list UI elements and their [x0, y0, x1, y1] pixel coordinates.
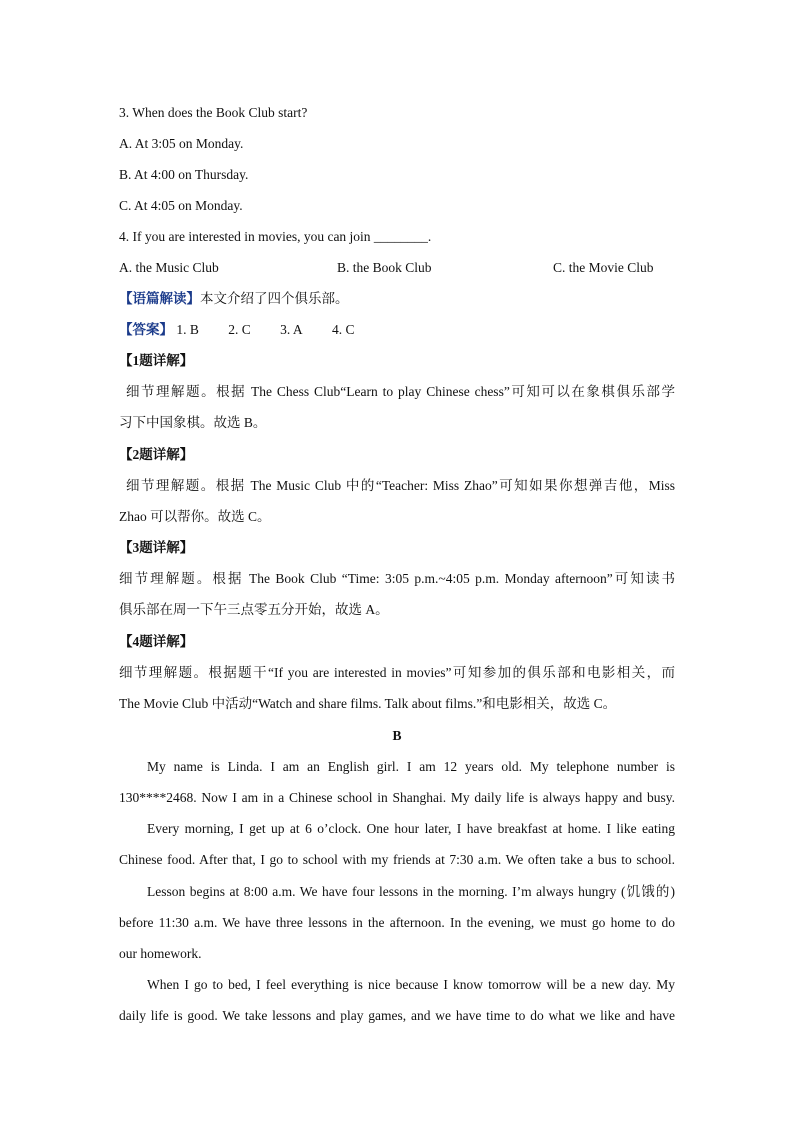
- answer-line: [119, 321, 675, 339]
- explanation-3-heading: 【3题详解】: [119, 540, 194, 555]
- question-4-stem: 4. If you are interested in movies, you can join ________.: [119, 229, 432, 244]
- explanation-3-line-2: 俱乐部在周一下午三点零五分开始，故选 A。: [119, 602, 389, 617]
- explanation-2-heading: 【2题详解】: [119, 447, 194, 462]
- passage-b-line: Chinese food. After that, I go to school with my friends at 7:30 a.m. We often take a bus to school.: [119, 852, 675, 867]
- question-3-option-c: C. At 4:05 on Monday.: [119, 198, 243, 213]
- reading-analysis-text: 本文介绍了四个俱乐部。: [200, 291, 349, 306]
- reading-analysis: [119, 290, 675, 308]
- explanation-2-line-1: 细节理解题。根据 The Music Club 中的“Teacher: Miss Zhao”可知如果你想弹吉他，Miss: [126, 478, 675, 493]
- answer-item: 1. B: [176, 322, 199, 337]
- answer-item: 3. A: [280, 322, 303, 337]
- passage-b-line: 130****2468. Now I am in a Chinese school in Shanghai. My daily life is always happy and busy.: [119, 790, 675, 805]
- passage-b-line: before 11:30 a.m. We have three lessons in the afternoon. In the evening, we must go home to do: [119, 915, 675, 930]
- passage-b-line: Lesson begins at 8:00 a.m. We have four lessons in the morning. I’m always hungry (饥饿的): [147, 884, 675, 899]
- explanation-4-line-2: The Movie Club 中活动“Watch and share films. Talk about films.”和电影相关，故选 C。: [119, 696, 617, 711]
- question-3-stem: 3. When does the Book Club start?: [119, 105, 308, 120]
- question-3-option-b: B. At 4:00 on Thursday.: [119, 167, 249, 182]
- question-3-option-a: A. At 3:05 on Monday.: [119, 136, 244, 151]
- passage-b-line: When I go to bed, I feel everything is nice because I know tomorrow will be a new day. My: [147, 977, 675, 992]
- explanation-2-line-2: Zhao 可以帮你。故选 C。: [119, 509, 271, 524]
- explanation-1-line-2: 习下中国象棋。故选 B。: [119, 415, 267, 430]
- explanation-1-heading: 【1题详解】: [119, 353, 194, 368]
- answer-item: 4. C: [332, 322, 355, 337]
- answer-label: 【答案】: [119, 322, 173, 337]
- explanation-3-line-1: 细节理解题。根据 The Book Club “Time: 3:05 p.m.~4:05 p.m. Monday afternoon”可知读书: [119, 571, 675, 586]
- passage-b-line: our homework.: [119, 946, 202, 961]
- explanation-4-heading: 【4题详解】: [119, 634, 194, 649]
- passage-b-line: daily life is good. We take lessons and play games, and we have time to do what we like and have: [119, 1008, 675, 1023]
- passage-b-line: My name is Linda. I am an English girl. I am 12 years old. My telephone number is: [147, 759, 675, 774]
- question-4-option-c: C. the Movie Club: [553, 260, 654, 275]
- passage-b-title: B: [392, 728, 402, 743]
- answer-item: 2. C: [228, 322, 251, 337]
- question-4-option-a: A. the Music Club: [119, 260, 219, 275]
- explanation-4-line-1: 细节理解题。根据题干“If you are interested in movies”可知参加的俱乐部和电影相关，而: [119, 665, 675, 680]
- passage-b-line: Every morning, I get up at 6 o’clock. One hour later, I have breakfast at home. I like eating: [147, 821, 675, 836]
- explanation-1-line-1: 细节理解题。根据 The Chess Club“Learn to play Chinese chess”可知可以在象棋俱乐部学: [126, 384, 675, 399]
- question-4-option-b: B. the Book Club: [337, 260, 432, 275]
- reading-analysis-label: 【语篇解读】: [119, 291, 200, 306]
